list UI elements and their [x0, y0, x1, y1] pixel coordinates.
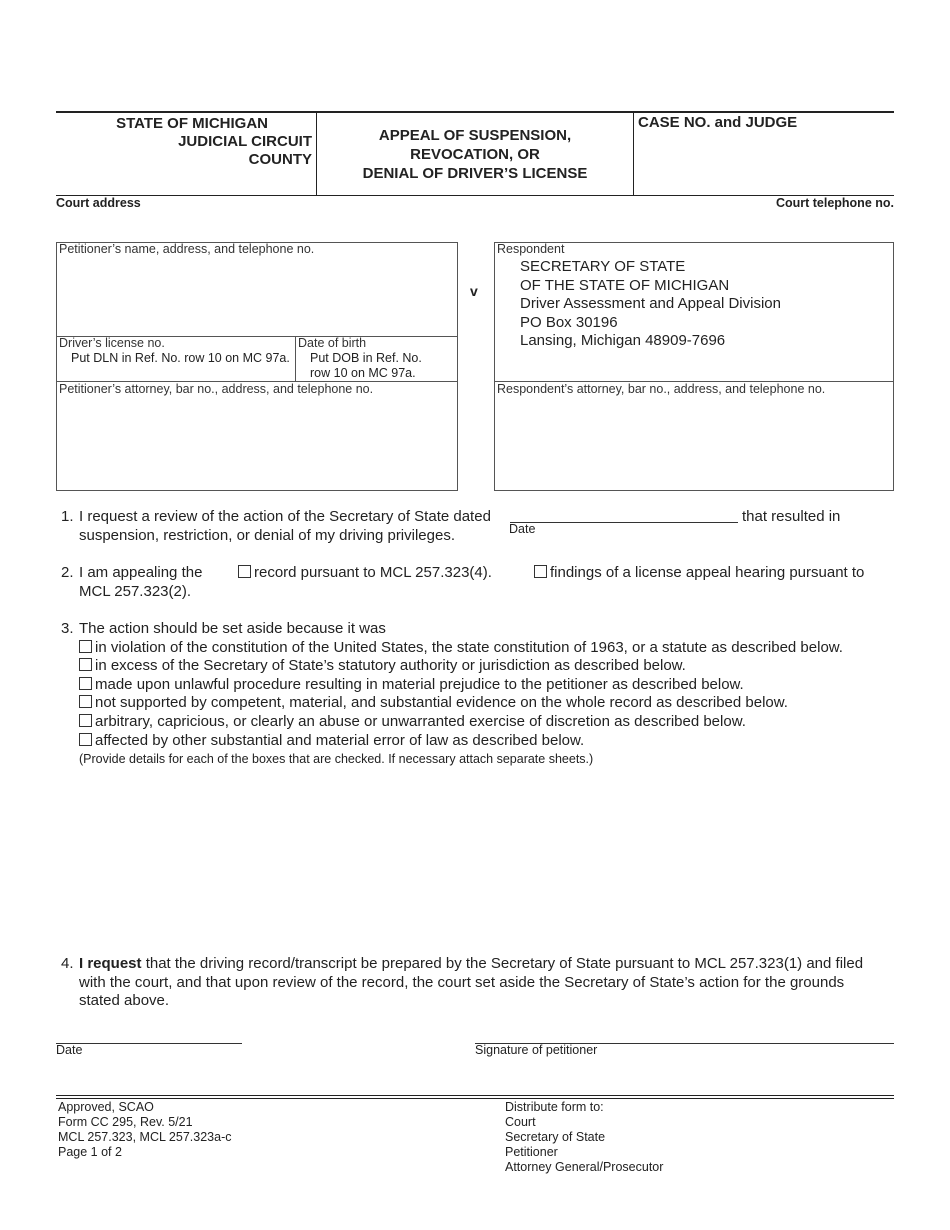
footer-approval: [58, 1100, 231, 1160]
footer-dist-petitioner: Petitioner: [505, 1145, 558, 1159]
item3-number: 3.: [61, 620, 74, 637]
footer-form-number: Form CC 295, Rev. 5/21: [58, 1115, 193, 1129]
item1-text-a: I request a review of the action of the Secretary of State dated: [79, 508, 491, 525]
circuit-heading: JUDICIAL CIRCUIT: [178, 133, 312, 150]
court-telephone-label: Court telephone no.: [775, 196, 894, 210]
item3-lead: The action should be set aside because it was: [79, 620, 386, 637]
item4-line3: stated above.: [79, 992, 170, 1009]
header-bottom-rule: [56, 195, 894, 196]
respondent-label: Respondent: [497, 242, 565, 256]
respondent-line3: Driver Assessment and Appeal Division: [520, 295, 781, 312]
item2-lead: I am appealing the: [79, 564, 203, 581]
item3-checkbox-2[interactable]: [79, 677, 92, 690]
respondent-line4: PO Box 30196: [520, 313, 618, 331]
item1-date-label: Date: [509, 522, 536, 536]
item3-option-label-4: arbitrary, capricious, or clearly an abuse or unwarranted exercise of discretion as described below.: [95, 713, 746, 730]
court-address-label: Court address: [56, 196, 141, 210]
footer-distribution: [505, 1100, 663, 1175]
signature-date-field[interactable]: [56, 1043, 242, 1044]
item3-checkbox-5[interactable]: [79, 733, 92, 746]
dl-dob-divider: [295, 336, 296, 381]
item4-number: 4.: [61, 955, 74, 972]
form-title-line2: REVOCATION, OR: [410, 146, 540, 163]
dob-value-line2[interactable]: row 10 on MC 97a.: [310, 366, 416, 380]
state-heading: STATE OF MICHIGAN: [116, 115, 268, 132]
item3-checkbox-1[interactable]: [79, 658, 92, 671]
respondent-address: [520, 258, 781, 351]
form-title-line3: DENIAL OF DRIVER’S LICENSE: [362, 165, 588, 182]
item2-findings-label: findings of a license appeal hearing pursuant to: [550, 564, 865, 581]
item2-findings-checkbox[interactable]: [534, 565, 547, 578]
respondent-line1: SECRETARY OF STATE: [520, 258, 686, 275]
item4-bold: I request: [79, 955, 142, 972]
item2-option-findings[interactable]: [534, 563, 864, 582]
signature-date-label: Date: [56, 1043, 83, 1057]
petitioner-signature-label: Signature of petitioner: [475, 1043, 598, 1057]
item3-option-2[interactable]: [79, 675, 744, 694]
item4-line2: with the court, and that upon review of the record, the court set aside the Secretary of State’s action for the grounds: [79, 974, 845, 991]
item3-checkbox-0[interactable]: [79, 640, 92, 653]
petitioner-name-label: Petitioner’s name, address, and telephone no.: [59, 242, 315, 256]
respondent-attorney-label: Respondent’s attorney, bar no., address, and telephone no.: [497, 382, 826, 396]
item4-line1-text: that the driving record/transcript be prepared by the Secretary of State pursuant to MCL 257.323(1) and filed: [141, 955, 864, 972]
item2-record-checkbox[interactable]: [238, 565, 251, 578]
dob-label: Date of birth: [298, 336, 367, 350]
item2-findings-cont: MCL 257.323(2).: [79, 583, 192, 600]
item3-note: (Provide details for each of the boxes that are checked. If necessary attach separate sheets.): [79, 752, 594, 766]
header-divider-1: [316, 112, 317, 195]
drivers-license-value[interactable]: Put DLN in Ref. No. row 10 on MC 97a.: [71, 351, 290, 365]
item2-record-label: record pursuant to MCL 257.323(4).: [254, 564, 492, 581]
item3-option-label-1: in excess of the Secretary of State’s statutory authority or jurisdiction as described below.: [95, 657, 686, 674]
drivers-license-label: Driver’s license no.: [59, 336, 165, 350]
item2-option-record[interactable]: [238, 563, 492, 582]
versus-label: v: [470, 283, 478, 299]
footer-rule-1: [56, 1095, 894, 1096]
item3-option-3[interactable]: [79, 693, 788, 712]
header-top-rule: [56, 111, 894, 113]
item3-checkbox-3[interactable]: [79, 695, 92, 708]
item3-option-label-2: made upon unlawful procedure resulting in material prejudice to the petitioner as described below.: [95, 676, 744, 693]
footer-dist-court: Court: [505, 1115, 536, 1129]
item1-text-b: that resulted in: [742, 508, 841, 525]
item1-text-c: suspension, restriction, or denial of my driving privileges.: [79, 527, 456, 544]
item1-number: 1.: [61, 508, 74, 525]
respondent-line5: Lansing, Michigan 48909-7696: [520, 332, 726, 349]
form-title-line1: APPEAL OF SUSPENSION,: [378, 127, 572, 144]
footer-approved: Approved, SCAO: [58, 1100, 154, 1114]
item3-option-0[interactable]: [79, 638, 843, 657]
county-heading: COUNTY: [248, 151, 312, 168]
item3-option-label-0: in violation of the constitution of the United States, the state constitution of 1963, or a statute as described below.: [95, 639, 843, 656]
footer-rule-2: [56, 1098, 894, 1099]
footer-page: Page 1 of 2: [58, 1145, 122, 1159]
footer-dist-sos: Secretary of State: [505, 1130, 606, 1144]
item3-option-label-3: not supported by competent, material, and substantial evidence on the whole record as described below.: [95, 694, 788, 711]
item3-option-label-5: affected by other substantial and material error of law as described below.: [95, 732, 585, 749]
respondent-line2: OF THE STATE OF MICHIGAN: [520, 276, 730, 294]
footer-dist-ag: Attorney General/Prosecutor: [505, 1160, 664, 1174]
form-title: [318, 126, 632, 183]
item3-option-5[interactable]: [79, 731, 584, 750]
item1-date-field[interactable]: [510, 522, 738, 523]
item3-option-1[interactable]: [79, 656, 686, 675]
header-divider-2: [633, 112, 634, 195]
case-judge-label: CASE NO. and JUDGE: [638, 114, 798, 131]
footer-distribute-label: Distribute form to:: [505, 1100, 604, 1114]
item4-line1: [79, 954, 863, 973]
footer-mcl: MCL 257.323, MCL 257.323a-c: [58, 1130, 232, 1144]
item3-option-4[interactable]: [79, 712, 746, 731]
item3-checkbox-4[interactable]: [79, 714, 92, 727]
petitioner-attorney-label: Petitioner’s attorney, bar no., address, and telephone no.: [59, 382, 374, 396]
item2-number: 2.: [61, 564, 74, 581]
dob-value-line1[interactable]: Put DOB in Ref. No.: [310, 351, 422, 365]
